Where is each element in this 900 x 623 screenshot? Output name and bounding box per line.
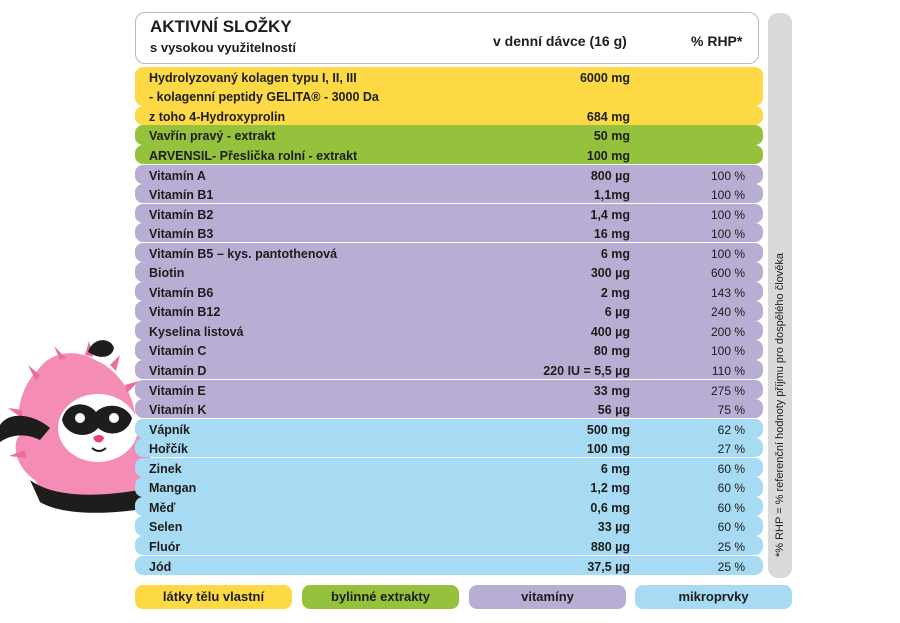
ingredient-dose: 16 mg: [593, 227, 630, 242]
ingredient-name: Jód: [149, 559, 172, 574]
ingredient-name: Hořčík: [149, 442, 188, 457]
table-row: [135, 516, 763, 535]
table-row: [135, 380, 763, 399]
ingredient-name: Vitamín B3: [149, 227, 214, 242]
table-row: [135, 262, 763, 281]
mascot-eye-left: [75, 413, 85, 423]
ingredient-name: Vavřín pravý - extrakt: [149, 129, 276, 144]
ingredient-rhp: 100 %: [710, 246, 745, 261]
ingredient-rhp: 62 %: [717, 422, 745, 437]
ingredient-dose: 50 mg: [593, 129, 630, 144]
table-row: [135, 301, 763, 320]
ingredient-rhp: 75 %: [717, 403, 745, 418]
ingredient-dose: 2 mg: [600, 285, 630, 300]
ingredient-dose: 800 µg: [590, 168, 630, 183]
ingredient-dose: 300 µg: [590, 266, 630, 281]
ingredient-rhp: 240 %: [710, 305, 745, 320]
legend-item-violet: vitamíny: [469, 585, 626, 609]
ingredient-rhp: 60 %: [717, 500, 745, 515]
ingredient-name: ARVENSIL- Přeslička rolní - extrakt: [149, 148, 358, 163]
ingredient-name: Fluór: [149, 539, 181, 554]
ingredient-dose: 220 IU = 5,5 µg: [543, 364, 630, 378]
table-row: [135, 67, 763, 106]
table-row: [135, 477, 763, 496]
table-row: [135, 165, 763, 184]
ingredient-dose: 56 µg: [597, 403, 630, 418]
ingredient-name: Hydrolyzovaný kolagen typu I, II, III: [149, 71, 357, 85]
dose-column-header: v denní dávce (16 g): [493, 33, 627, 49]
ingredient-name: Vitamín E: [149, 383, 206, 398]
table-row: [135, 125, 763, 144]
ingredient-rhp: 100 %: [710, 344, 745, 359]
ingredient-name: Vitamín C: [149, 344, 207, 359]
ingredient-rhp: 60 %: [717, 461, 745, 476]
ingredient-rhp: 600 %: [710, 266, 745, 281]
ingredient-dose: 500 mg: [586, 422, 630, 437]
ingredient-name: Vitamín B6: [149, 285, 214, 300]
ingredient-name: Selen: [149, 520, 183, 535]
table-row: [135, 340, 763, 359]
ingredient-name-line2: - kolagenní peptidy GELITA® - 3000 Da: [149, 90, 379, 105]
ingredient-name: Vitamín B2: [149, 207, 214, 222]
ingredient-rhp: 25 %: [717, 539, 745, 554]
ingredient-dose: 6000 mg: [579, 71, 630, 85]
ingredient-dose: 400 µg: [590, 324, 630, 339]
table-row: [135, 360, 763, 379]
ingredient-dose: 33 µg: [597, 520, 630, 535]
table-row: [135, 184, 763, 203]
legend-item-yellow: látky tělu vlastní: [135, 585, 292, 609]
ingredient-rhp: 143 %: [710, 285, 745, 300]
ingredient-name: Mangan: [149, 481, 197, 496]
ingredient-rhp: 275 %: [710, 383, 745, 398]
ingredient-rhp: 100 %: [710, 207, 745, 222]
ingredient-dose: 1,4 mg: [590, 207, 630, 222]
ingredient-dose: 33 mg: [593, 383, 630, 398]
ingredient-rhp: 100 %: [710, 168, 745, 183]
ingredient-rhp: 110 %: [711, 364, 745, 378]
table-row: [135, 536, 763, 555]
ingredient-rhp: 60 %: [717, 520, 745, 535]
ingredient-rhp: 100 %: [710, 188, 745, 203]
ingredient-name: Měď: [149, 500, 176, 515]
ingredient-name: Kyselina listová: [149, 324, 244, 339]
ingredient-dose: 100 mg: [586, 148, 630, 163]
ingredient-name: Vitamín D: [149, 364, 207, 378]
table-row: [135, 419, 763, 438]
ingredient-dose: 6 mg: [600, 461, 630, 476]
ingredient-dose: 80 mg: [593, 344, 630, 359]
table-row: [135, 145, 763, 164]
rhp-column-header: % RHP*: [691, 33, 743, 49]
ingredient-rhp: 60 %: [717, 481, 745, 496]
table-title: AKTIVNÍ SLOŽKY: [150, 17, 292, 36]
ingredient-dose: 100 mg: [586, 442, 630, 457]
ingredient-rhp: 100 %: [710, 227, 745, 242]
ingredient-dose: 0,6 mg: [590, 500, 630, 515]
table-row: [135, 321, 763, 340]
ingredient-dose: 1,2 mg: [590, 481, 630, 496]
legend-item-green: bylinné extrakty: [302, 585, 459, 609]
table-row: [135, 458, 763, 477]
ingredient-name: Vitamín K: [149, 403, 207, 418]
table-row: [135, 204, 763, 223]
table-row: [135, 243, 763, 262]
table-row: [135, 399, 763, 418]
ingredient-rhp: 27 %: [717, 442, 745, 457]
ingredient-name: Biotin: [149, 266, 185, 281]
table-row: [135, 438, 763, 457]
ingredients-table: [135, 0, 763, 623]
rhp-footnote: *% RHP = % referenční hodnoty příjmu pro dospělého člověka: [774, 253, 786, 557]
table-row: [135, 556, 763, 575]
ingredient-name: Zinek: [149, 461, 182, 476]
ingredient-dose: 880 µg: [590, 539, 630, 554]
ingredient-name: z toho 4-Hydroxyprolin: [149, 109, 286, 124]
mascot-eye-right: [109, 413, 119, 423]
ingredient-dose: 684 mg: [586, 109, 630, 124]
legend-item-blue: mikroprvky: [635, 585, 792, 609]
ingredient-dose: 37,5 µg: [587, 559, 630, 574]
ingredient-rhp: 25 %: [717, 559, 745, 574]
table-row: [135, 497, 763, 516]
ingredient-name: Vitamín B12: [149, 305, 221, 320]
ingredient-dose: 1,1mg: [593, 188, 630, 203]
ingredient-rhp: 200 %: [710, 324, 745, 339]
ingredient-dose: 6 mg: [600, 246, 630, 261]
ingredient-name: Vitamín B5 – kys. pantothenová: [149, 246, 338, 261]
ingredient-name: Vitamín B1: [149, 188, 214, 203]
table-row: [135, 223, 763, 242]
mascot-illustration: [0, 330, 150, 530]
table-row: [135, 282, 763, 301]
ingredient-name: Vitamín A: [149, 168, 206, 183]
table-row: [135, 106, 763, 125]
ingredient-name: Vápník: [149, 422, 190, 437]
table-subtitle: s vysokou využitelností: [150, 40, 296, 55]
ingredient-dose: 6 µg: [604, 305, 630, 320]
